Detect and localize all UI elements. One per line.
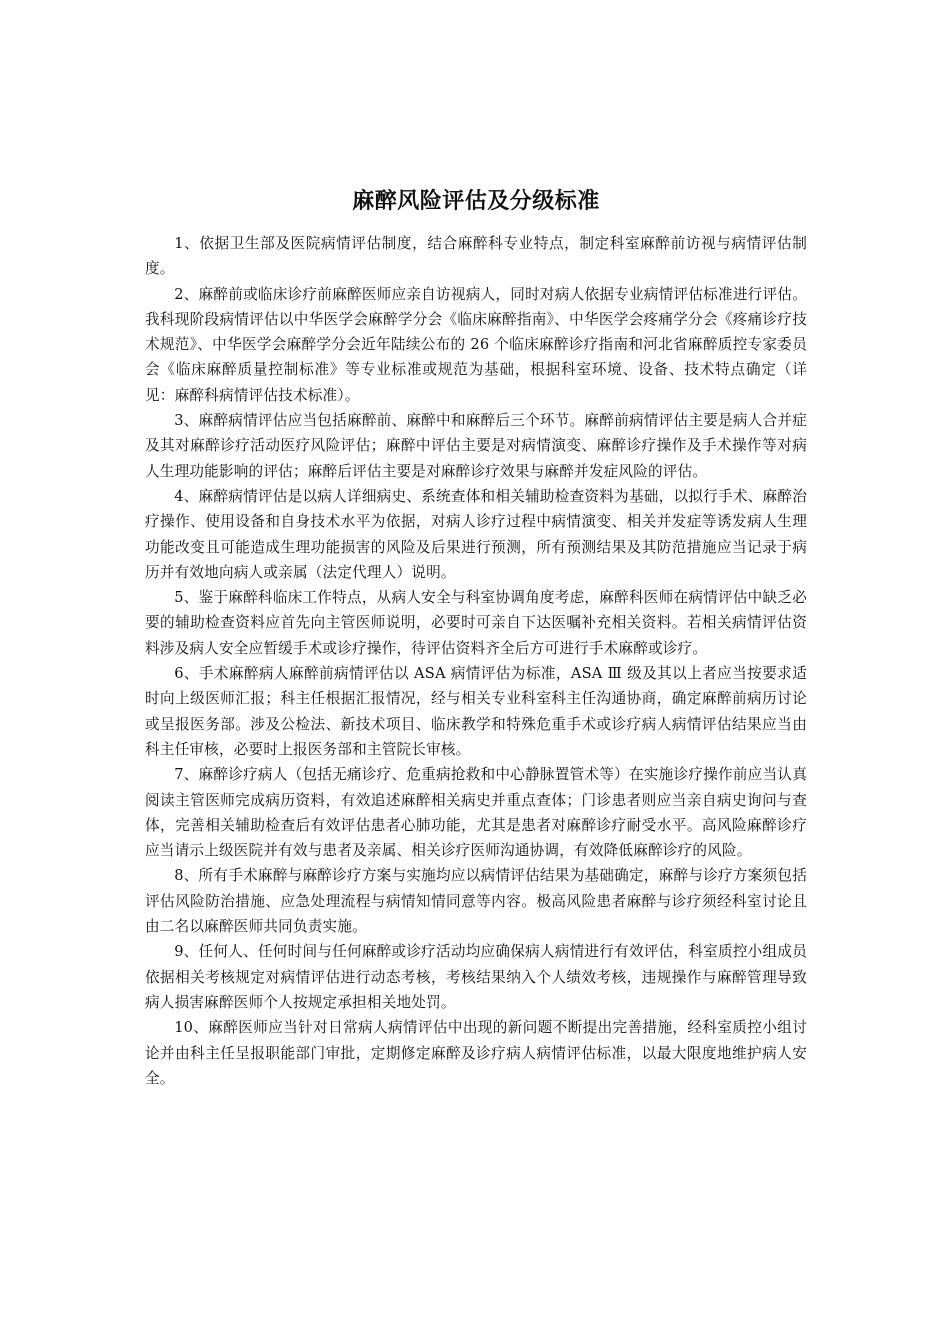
paragraph-10: 10、麻醉医师应当针对日常病人病情评估中出现的新问题不断提出完善措施，经科室质控小组讨论并由科主任呈报职能部门审批，定期修定麻醉及诊疗病人病情评估标准，以最大限度地维护病人安全。	[145, 1019, 807, 1087]
document-title: 麻醉风险评估及分级标准	[352, 188, 600, 214]
paragraph-3: 3、麻醉病情评估应当包括麻醉前、麻醉中和麻醉后三个环节。麻醉前病情评估主要是病人合并症及其对麻醉诊疗活动医疗风险评估；麻醉中评估主要是对病情演变、麻醉诊疗操作及手术操作等对病人生理功能影响的评估；麻醉后评估主要是对麻醉诊疗效果与麻醉并发症风险的评估。	[145, 412, 807, 480]
document-body	[145, 185, 807, 1091]
paragraph-8: 8、所有手术麻醉与麻醉诊疗方案与实施均应以病情评估结果为基础确定，麻醉与诊疗方案须包括评估风险防治措施、应急处理流程与病情知情同意等内容。极高风险患者麻醉与诊疗须经科室讨论且由二名以麻醉医师共同负责实施。	[145, 867, 807, 936]
paragraph-5: 5、鉴于麻醉科临床工作特点，从病人安全与科室协调角度考虑，麻醉科医师在病情评估中缺乏必要的辅助检查资料应首先向主管医师说明，必要时可亲自下达医嘱补充相关资料。若相关病情评估资料涉及病人安全应暂缓手术或诊疗操作，待评估资料齐全后方可进行手术麻醉或诊疗。	[145, 589, 807, 657]
paragraph-9: 9、任何人、任何时间与任何麻醉或诊疗活动均应确保病人病情进行有效评估，科室质控小组成员依据相关考核规定对病情评估进行动态考核，考核结果纳入个人绩效考核，违规操作与麻醉管理导致病人损害麻醉医师个人按规定承担相关地处罚。	[145, 943, 807, 1011]
paragraph-4: 4、麻醉病情评估是以病人详细病史、系统查体和相关辅助检查资料为基础，以拟行手术、麻醉治疗操作、使用设备和自身技术水平为依据，对病人诊疗过程中病情演变、相关并发症等诱发病人生理功能改变且可能造成生理功能损害的风险及后果进行预测，所有预测结果及其防范措施应当记录于病历并有效地向病人或亲属（法定代理人）说明。	[145, 487, 807, 581]
paragraph-7: 7、麻醉诊疗病人（包括无痛诊疗、危重病抢救和中心静脉置管术等）在实施诊疗操作前应当认真阅读主管医师完成病历资料，有效追述麻醉相关病史并重点查体；门诊患者则应当亲自病史询问与查体，完善相关辅助检查后有效评估患者心肺功能，尤其是患者对麻醉诊疗耐受水平。高风险麻醉诊疗应当请示上级医院并有效与患者及亲属、相关诊疗医师沟通协调，有效降低麻醉诊疗的风险。	[145, 766, 807, 860]
paragraph-1: 1、依据卫生部及医院病情评估制度，结合麻醉科专业特点，制定科室麻醉前访视与病情评估制度。	[145, 235, 807, 278]
paragraph-6: 6、手术麻醉病人麻醉前病情评估以 ASA 病情评估为标准，ASA Ⅲ 级及其以上者应当按要求适时向上级医师汇报；科主任根据汇报情况，经与相关专业科室科主任沟通协商，确定麻醉前病历讨论或呈报医务部。涉及公检法、新技术项目、临床教学和特殊危重手术或诊疗病人病情评估结果应当由科主任审核，必要时上报医务部和主管院长审核。	[145, 665, 807, 758]
paragraph-2: 2、麻醉前或临床诊疗前麻醉医师应亲自访视病人，同时对病人依据专业病情评估标准进行评估。我科现阶段病情评估以中华医学会麻醉学分会《临床麻醉指南》、中华医学会疼痛学分会《疼痛诊疗技术规范》、中华医学会麻醉学分会近年陆续公布的 26 个临床麻醉诊疗指南和河北省麻醉质控专家委员会《临床麻醉质量控制标准》等专业标准或规范为基础，根据科室环境、设备、技术特点确定（详见：麻醉科病情评估技术标准）。	[145, 285, 807, 404]
